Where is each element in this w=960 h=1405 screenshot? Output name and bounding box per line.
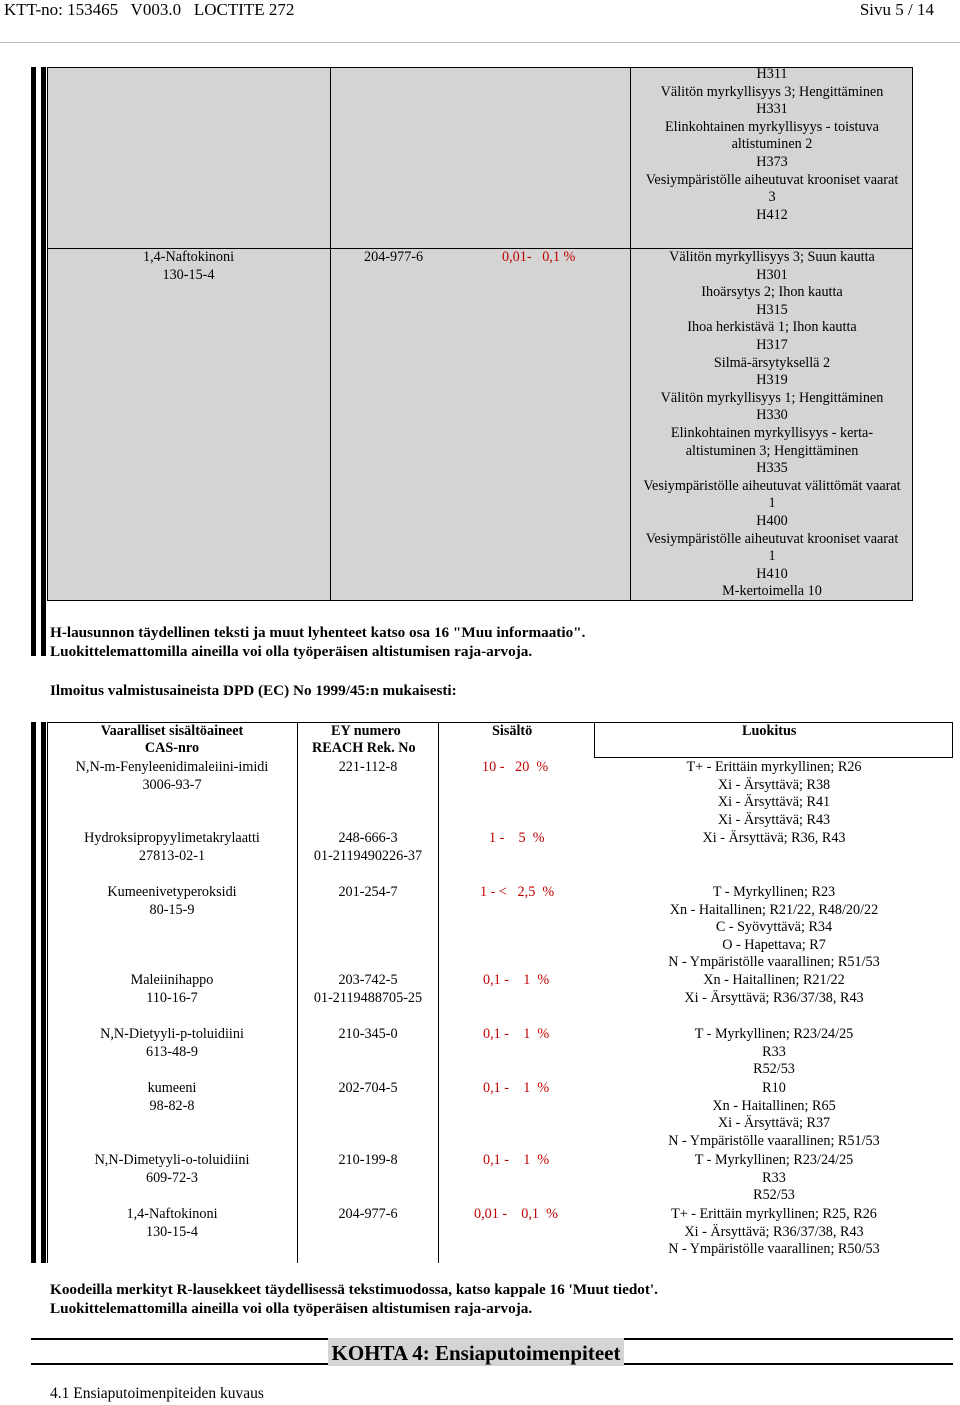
classification-line: N - Ympäristölle vaarallinen; R51/53 — [668, 954, 880, 971]
substance-cas: 130-15-4 — [145, 1223, 198, 1240]
substance-name: Maleiinihappo — [130, 972, 214, 988]
substance-name: N,N-Dietyyli-p-toluidiini — [100, 1026, 244, 1042]
classification-line: H331 — [756, 101, 788, 118]
classification-line: Ihoärsytys 2; Ihon kautta — [701, 284, 843, 301]
substance-name: N,N-Dimetyyli-o-toluidiini — [94, 1152, 250, 1168]
substance-cas: 3006-93-7 — [142, 776, 202, 793]
classification-line: H301 — [756, 266, 788, 283]
classification-line: Vesiympäristölle aiheutuvat krooniset vaarat — [645, 530, 899, 547]
substance-cas: 609-72-3 — [145, 1169, 198, 1186]
classification-line: C - Syövyttävä; R34 — [715, 919, 833, 936]
substance-ec: 248-666-3 — [338, 830, 398, 846]
substance-name: Kumeenivetyperoksidi — [107, 884, 237, 900]
classification-line: R52/53 — [753, 1187, 795, 1204]
classification-line: Xi - Ärsyttävä; R38 — [717, 776, 831, 793]
substance-classification — [595, 972, 953, 1007]
h-statement-note: H-lausunnon täydellinen teksti ja muut lyhenteet katso osa 16 "Muu informaatio". — [50, 624, 586, 641]
subsection-title: 4.1 Ensiaputoimenpiteiden kuvaus — [50, 1385, 264, 1402]
substance-content: 0,1 - 1 % — [483, 972, 550, 988]
classification-line: N - Ympäristölle vaarallinen; R51/53 — [668, 1132, 880, 1149]
classification-line: T - Myrkyllinen; R23/24/25 — [694, 1026, 854, 1042]
substance-ec: 210-345-0 — [338, 1026, 398, 1042]
classification-line: altistuminen 2 — [731, 136, 813, 153]
substance-name: kumeeni — [147, 1080, 197, 1096]
header-divider — [0, 42, 960, 43]
top-row2-content: 0,01- 0,1 % — [502, 249, 576, 265]
substance-content: 1 - 5 % — [489, 830, 545, 846]
substance-content: 10 - 20 % — [482, 759, 549, 775]
left-bar-outer — [31, 67, 36, 656]
classification-line: T+ - Erittäin myrkyllinen; R25, R26 — [671, 1206, 877, 1222]
substance-ec: 201-254-7 — [338, 884, 398, 900]
classification-line: T - Myrkyllinen; R23/24/25 — [694, 1152, 854, 1168]
classification-line: Xn - Haitallinen; R21/22, R48/20/22 — [669, 901, 879, 918]
exposure-limit-note-2: Luokittelemattomilla aineilla voi olla työperäisen altistumisen raja-arvoja. — [50, 1300, 533, 1317]
classification-line: H410 — [756, 565, 788, 582]
table2-left-bar-outer — [31, 722, 36, 1263]
classification-line: 1 — [768, 495, 776, 512]
classification-line: H412 — [756, 206, 788, 223]
page-number: Sivu 5 / 14 — [859, 0, 934, 19]
table2-header-cas: CAS-nro — [144, 740, 200, 756]
classification-line: Xi - Ärsyttävä; R43 — [717, 811, 831, 828]
table2-right-border — [952, 722, 953, 758]
top-row2-ec: 204-977-6 — [364, 249, 424, 265]
classification-line: Elinkohtainen myrkyllisyys - kerta- — [670, 424, 874, 441]
classification-line: N - Ympäristölle vaarallinen; R50/53 — [668, 1241, 880, 1258]
classification-line: Välitön myrkyllisyys 3; Suun kautta — [669, 249, 875, 265]
substance-content: 0,1 - 1 % — [483, 1026, 550, 1042]
doc-id: KTT-no: 153465 V003.0 LOCTITE 272 — [4, 0, 295, 19]
classification-line: H335 — [756, 460, 788, 477]
substance-cas: 110-16-7 — [146, 989, 198, 1006]
classification-line: Välitön myrkyllisyys 1; Hengittäminen — [660, 389, 884, 406]
substance-name: N,N-m-Fenyleenidimaleiini-imidi — [75, 759, 269, 775]
classification-line: Xi - Ärsyttävä; R36/37/38, R43 — [684, 1223, 864, 1240]
substance-classification — [595, 1152, 953, 1205]
classification-line: Xn - Haitallinen; R21/22 — [703, 972, 845, 988]
classification-line: H317 — [756, 336, 788, 353]
classification-line: Välitön myrkyllisyys 3; Hengittäminen — [660, 83, 884, 100]
substance-classification — [595, 830, 953, 848]
substance-content: 1 - < 2,5 % — [480, 884, 555, 900]
classification-line: H311 — [756, 66, 788, 82]
classification-line: Xn - Haitallinen; R65 — [712, 1097, 836, 1114]
table2-header-underline — [594, 757, 953, 758]
classification-line: T+ - Erittäin myrkyllinen; R26 — [686, 759, 862, 775]
top-table-col-divider — [330, 67, 331, 601]
classification-line: Silmä-ärsytyksellä 2 — [713, 354, 831, 371]
top-row2-substance-name: 1,4-Naftokinoni — [142, 249, 235, 265]
substance-classification — [595, 759, 953, 829]
classification-line: Ihoa herkistävä 1; Ihon kautta — [687, 319, 857, 336]
classification-line: Xi - Ärsyttävä; R36/37/38, R43 — [684, 989, 864, 1006]
classification-line: Xi - Ärsyttävä; R36, R43 — [702, 830, 846, 846]
classification-line: Elinkohtainen myrkyllisyys - toistuva — [665, 118, 879, 135]
classification-line: H373 — [756, 153, 788, 170]
substance-ec: 221-112-8 — [338, 759, 398, 775]
top-row1-classification — [631, 66, 913, 224]
substance-name: Hydroksipropyylimetakrylaatti — [84, 830, 260, 846]
classification-line: R33 — [762, 1043, 786, 1060]
classification-line: altistuminen 3; Hengittäminen — [685, 442, 859, 459]
substance-classification — [595, 1026, 953, 1079]
substance-ec: 203-742-5 — [338, 972, 398, 988]
substance-content: 0,1 - 1 % — [483, 1152, 550, 1168]
substance-classification — [595, 1080, 953, 1150]
left-bar-inner — [41, 67, 46, 656]
classification-line: R52/53 — [753, 1061, 795, 1078]
classification-line: H315 — [756, 301, 788, 318]
classification-line: H319 — [756, 372, 788, 389]
table2-col-divider-3 — [594, 722, 595, 758]
table2-col-divider-2 — [438, 722, 439, 1263]
classification-line: O - Hapettava; R7 — [722, 936, 826, 953]
classification-line: 3 — [768, 189, 776, 206]
substance-content: 0,01 - 0,1 % — [474, 1206, 558, 1222]
table2-header-substance: Vaaralliset sisältöaineet — [100, 723, 244, 739]
classification-line: M-kertoimella 10 — [722, 583, 822, 600]
substance-content: 0,1 - 1 % — [483, 1080, 550, 1096]
substance-name: 1,4-Naftokinoni — [126, 1206, 218, 1222]
classification-line: H330 — [756, 407, 788, 424]
exposure-limit-note: Luokittelemattomilla aineilla voi olla työperäisen altistumisen raja-arvoja. — [50, 643, 533, 660]
classification-line: R10 — [762, 1080, 786, 1096]
table2-header-classification: Luokitus — [742, 723, 797, 739]
substance-ec: 210-199-8 — [338, 1152, 398, 1168]
substance-cas: 27813-02-1 — [138, 847, 206, 864]
substance-cas: 80-15-9 — [149, 901, 195, 918]
table2-header-ec: EY numero — [331, 723, 401, 739]
substance-classification — [595, 1206, 953, 1259]
substance-reach: 01-2119490226-37 — [313, 847, 423, 864]
substance-classification — [595, 884, 953, 972]
classification-line: Vesiympäristölle aiheutuvat välittömät vaarat — [643, 477, 901, 494]
classification-line: 1 — [768, 548, 776, 565]
table2-header-content: Sisältö — [492, 723, 533, 739]
classification-line: Xi - Ärsyttävä; R37 — [717, 1115, 831, 1132]
classification-line: T - Myrkyllinen; R23 — [712, 884, 836, 900]
top-row2-cas: 130-15-4 — [162, 267, 215, 283]
substance-ec: 202-704-5 — [338, 1080, 398, 1096]
substance-cas: 98-82-8 — [149, 1097, 195, 1114]
section-title: KOHTA 4: Ensiaputoimenpiteet — [328, 1338, 624, 1366]
substance-cas: 613-48-9 — [145, 1043, 198, 1060]
classification-line: Xi - Ärsyttävä; R41 — [717, 794, 831, 811]
dpd-heading: Ilmoitus valmistusaineista DPD (EC) No 1999/45:n mukaisesti: — [50, 682, 457, 699]
r-phrase-note: Koodeilla merkityt R-lausekkeet täydellisessä tekstimuodossa, katso kappale 16 'Muut tiedot'. — [50, 1281, 658, 1298]
substance-ec: 204-977-6 — [338, 1206, 398, 1222]
classification-line: Vesiympäristölle aiheutuvat krooniset vaarat — [645, 171, 899, 188]
classification-line: R33 — [762, 1169, 786, 1186]
top-row2-classification — [631, 249, 913, 601]
substance-reach: 01-2119488705-25 — [313, 989, 423, 1006]
table2-left-bar-inner — [41, 722, 46, 1263]
table2-header-reach: REACH Rek. No — [312, 740, 416, 756]
classification-line: H400 — [756, 512, 788, 529]
